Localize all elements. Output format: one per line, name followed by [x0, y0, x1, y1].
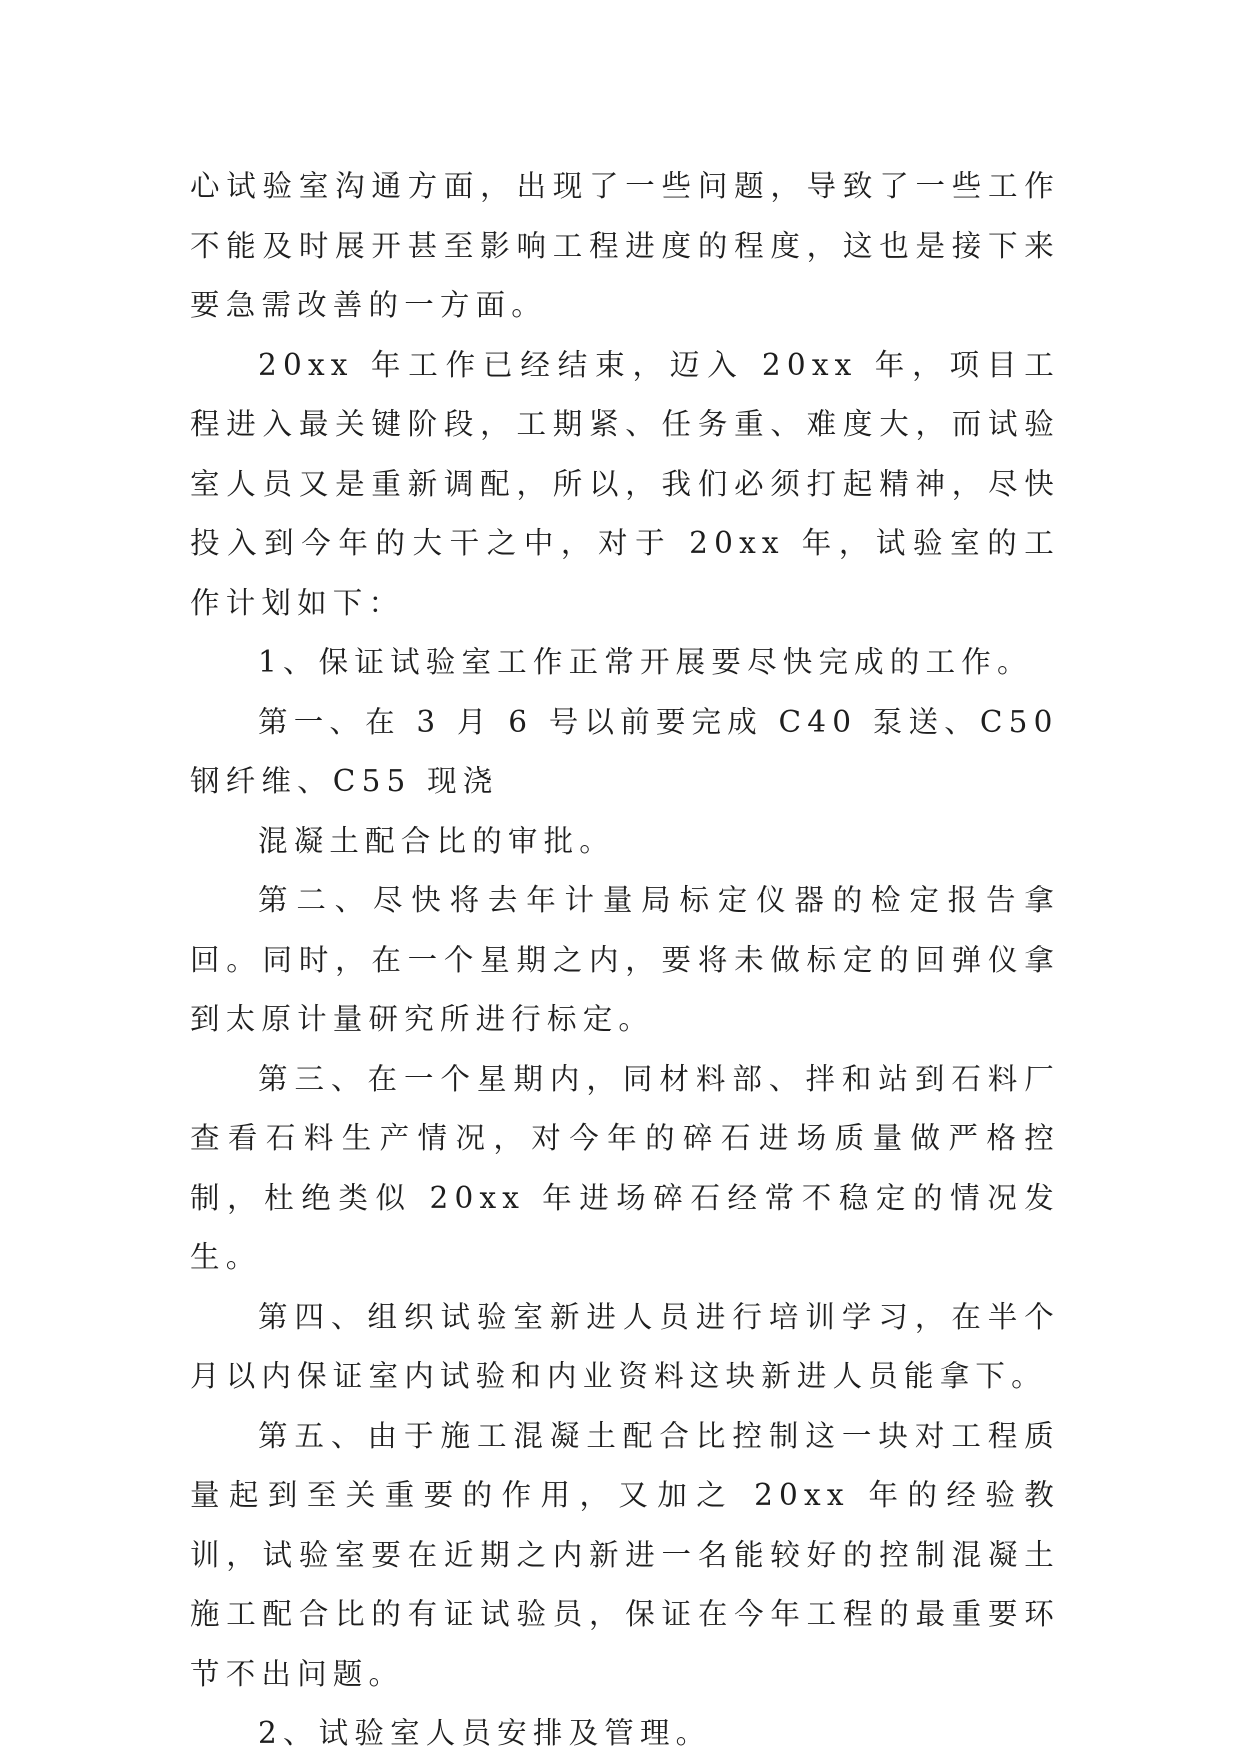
section-heading: 1、保证试验室工作正常开展要尽快完成的工作。	[258, 645, 1033, 679]
section-heading: 2、试验室人员安排及管理。	[258, 1716, 712, 1750]
paragraph: 第一、在 3 月 6 号以前要完成 C40 泵送、C50 钢纤维、C55 现浇	[190, 704, 1059, 798]
paragraph: 混凝土配合比的审批。	[258, 823, 616, 858]
paragraph: 第四、组织试验室新进人员进行培训学习，在半个月以内保证室内试验和内业资料这块新进人员能拿下。	[190, 1299, 1060, 1393]
paragraph: 第三、在一个星期内，同材料部、拌和站到石料厂查看石料生产情况，对今年的碎石进场质量做严格控制，杜绝类似 20xx 年进场碎石经常不稳定的情况发生。	[190, 1061, 1060, 1274]
document-body	[190, 157, 1060, 1764]
paragraph: 心试验室沟通方面，出现了一些问题，导致了一些工作不能及时展开甚至影响工程进度的程度，这也是接下来要急需改善的一方面。	[190, 169, 1060, 322]
paragraph: 第五、由于施工混凝土配合比控制这一块对工程质量起到至关重要的作用，又加之 20xx 年的经验教训，试验室要在近期之内新进一名能较好的控制混凝土施工配合比的有证试验员，保证在今年工程的最重要环节不出问题。	[190, 1418, 1060, 1691]
paragraph: 第二、尽快将去年计量局标定仪器的检定报告拿回。同时，在一个星期之内，要将未做标定的回弹仪拿到太原计量研究所进行标定。	[190, 883, 1060, 1036]
paragraph: 20xx 年工作已经结束，迈入 20xx 年，项目工程进入最关键阶段，工期紧、任务重、难度大，而试验室人员又是重新调配，所以，我们必须打起精神，尽快投入到今年的大干之中，对于 20xx 年，试验室的工作计划如下：	[190, 347, 1060, 620]
